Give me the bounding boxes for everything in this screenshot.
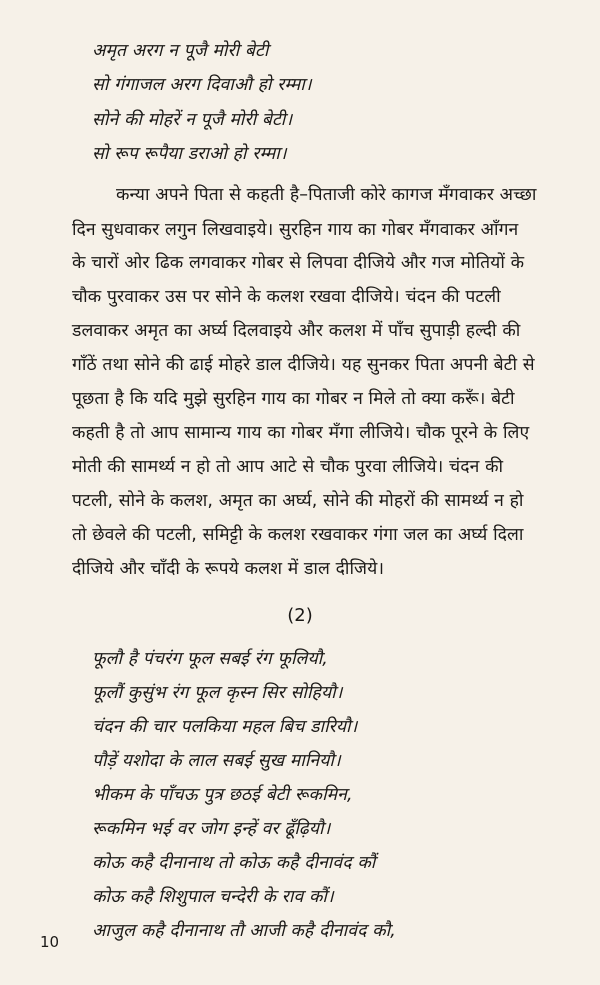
verse-1-line: सो गंगाजल अरग दिवाऔ हो रम्मा।	[92, 75, 312, 95]
prose-line: दीजिये और चाँदी के रूपये कलश में डाल दीजिये।	[72, 559, 385, 579]
verse-1-line: अमृत अरग न पूजै मोरी बेटी	[92, 41, 269, 61]
verse-2-line: भीकम के पाँचऊ पुत्र छठई बेटी रूकमिन,	[92, 785, 353, 805]
prose-line: कहती है तो आप सामान्य गाय का गोबर मँगा लीजिये। चौक पूरने के लिए	[72, 423, 530, 443]
verse-2-line: आजुल कहै दीनानाथ तौ आजी कहै दीनावंद कौ,	[92, 921, 396, 941]
verse-1-line: सोने की मोहरें न पूजै मोरी बेटी।	[92, 110, 293, 130]
verse-2-line: रूकमिन भई वर जोग इन्हें वर ढूँढ़ियौ।	[92, 819, 331, 839]
verse-2-line: फूलौं कुसुंभ रंग फूल कृस्न सिर सोहियौ।	[92, 683, 343, 703]
prose-line: डलवाकर अमृत का अर्घ्य दिलवाइये और कलश में पाँच सुपाड़ी हल्दी की	[72, 321, 521, 341]
prose-line: कन्या अपने पिता से कहती है–पिताजी कोरे कागज मँगवाकर अच्छा	[116, 185, 537, 205]
prose-line: गाँठें तथा सोने की ढाई मोहरे डाल दीजिये। यह सुनकर पिता अपनी बेटी से	[72, 355, 535, 375]
prose-line: दिन सुधवाकर लगुन लिखवाइये। सुरहिन गाय का गोबर मँगवाकर आँगन	[72, 220, 519, 240]
verse-2-line: पौड़ें यशोदा के लाल सबई सुख मानियौ।	[92, 751, 341, 771]
verse-2-line: कोऊ कहै दीनानाथ तो कोऊ कहै दीनावंद कौं	[92, 853, 376, 873]
prose-line: मोती की सामर्थ्य न हो तो आप आटे से चौक पुरवा लीजिये। चंदन की	[72, 457, 504, 477]
prose-line: चौक पुरवाकर उस पर सोने के कलश रखवा दीजिये। चंदन की पटली	[72, 287, 501, 307]
prose-line: के चारों ओर ढिक लगवाकर गोबर से लिपवा दीजिये और गज मोतियों के	[72, 253, 525, 273]
prose-line: तो छेवले की पटली, समिट्टी के कलश रखवाकर गंगा जल का अर्घ्य दिला	[72, 525, 524, 545]
prose-line: पटली, सोने के कलश, अमृत का अर्घ्य, सोने की मोहरों की सामर्थ्य न हो	[72, 491, 524, 511]
page-number: 10	[40, 933, 60, 951]
verse-2-line: फूलौ है पंचरंग फूल सबई रंग फूलियौ,	[92, 649, 328, 669]
verse-2-line: चंदन की चार पलकिया महल बिच डारियौ।	[92, 717, 358, 737]
verse-1-line: सो रूप रूपैया डराओ हो रम्मा।	[92, 144, 287, 164]
verse-2-line: कोऊ कहै शिशुपाल चन्देरी के राव कौं।	[92, 887, 334, 907]
prose-line: पूछता है कि यदि मुझे सुरहिन गाय का गोबर न मिले तो क्या करूँ। बेटी	[72, 389, 515, 409]
section-heading: (2)	[287, 605, 313, 626]
